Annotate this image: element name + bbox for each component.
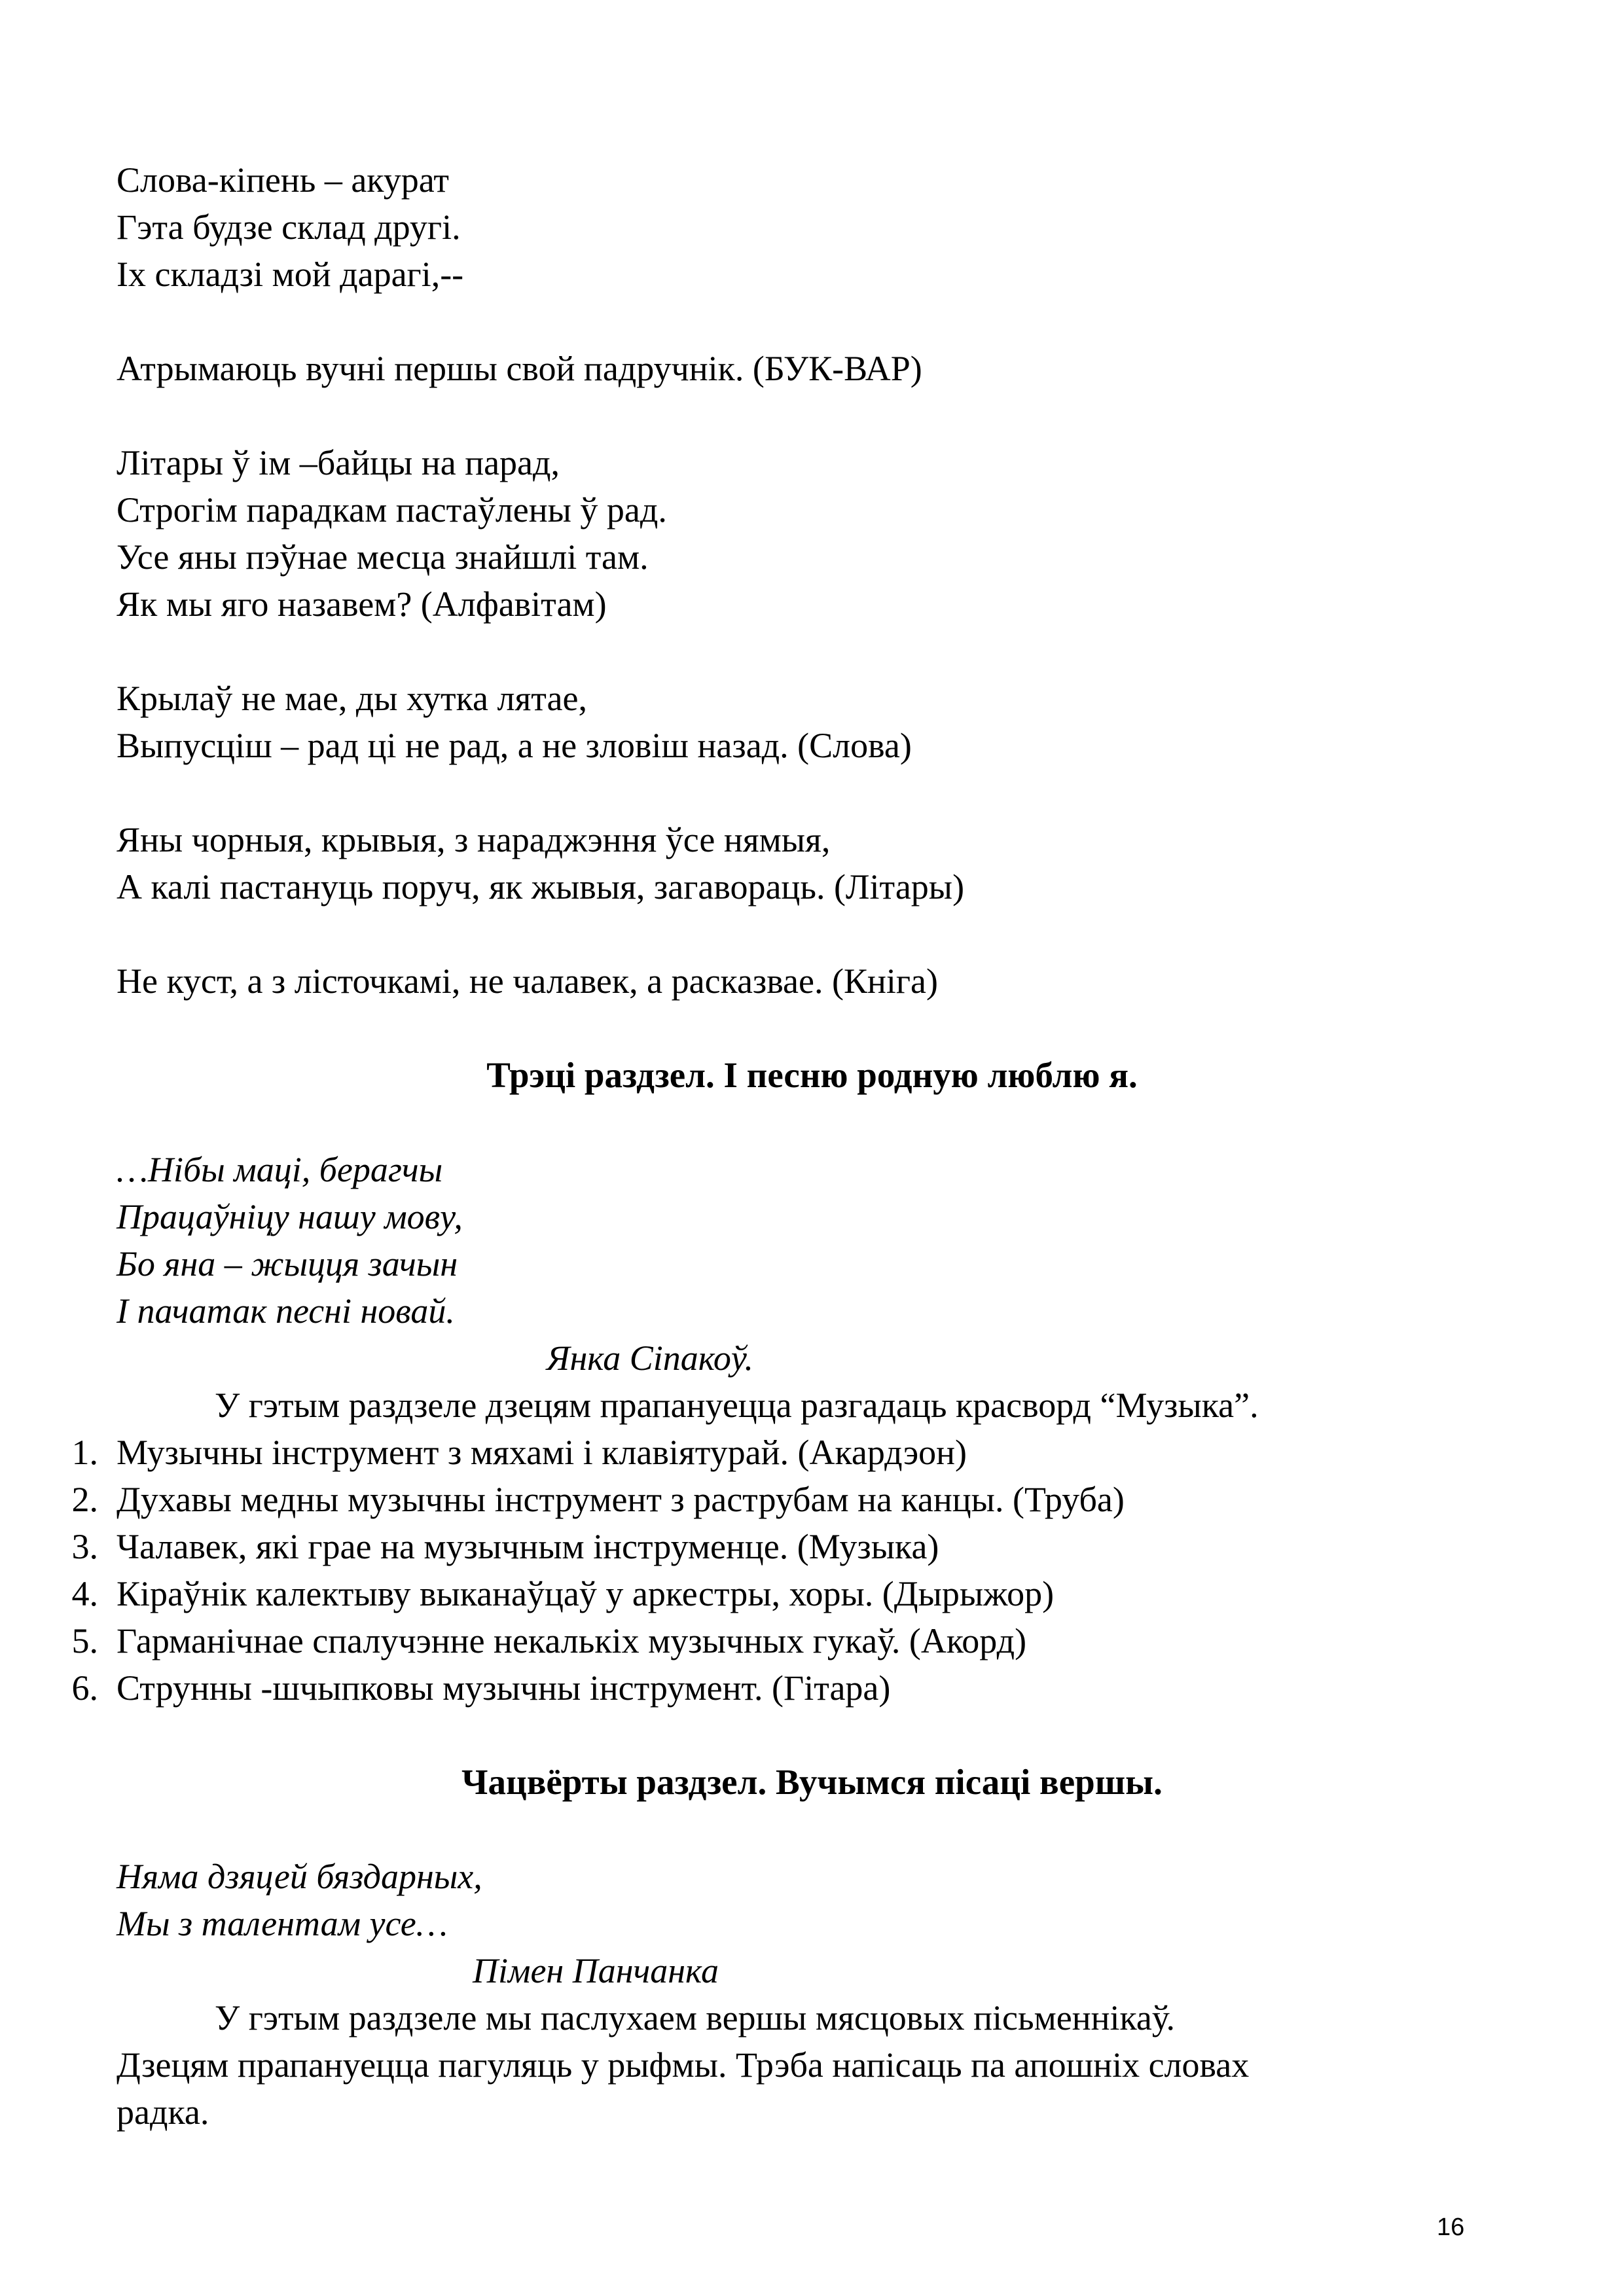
riddle-line: Як мы яго назавем? (Алфавітам)	[117, 584, 607, 624]
riddle-line: Выпусціш – рад ці не рад, а не зловіш назад. (Слова)	[117, 726, 912, 765]
list-item: Чалавек, які грае на музычным інструменце. (Музыка)	[117, 1527, 939, 1566]
paragraph-line: У гэтым раздзеле мы паслухаем вершы мясцовых пісьменнікаў.	[215, 1998, 1175, 2037]
page-number: 16	[1437, 2214, 1465, 2241]
riddle-line: Гэта будзе склад другі.	[117, 207, 461, 247]
list-number: 6.	[71, 1668, 98, 1708]
list-number: 1.	[71, 1433, 98, 1472]
list-number: 4.	[71, 1574, 98, 1613]
epigraph-line: Мы з талентам усе…	[117, 1904, 448, 1943]
list-number: 3.	[71, 1527, 98, 1566]
epigraph-author: Пімен Панчанка	[473, 1951, 719, 1990]
riddle-line: Крылаў не мае, ды хутка лятае,	[117, 679, 587, 718]
riddle-line: Не куст, а з лісточкамі, не чалавек, а расказвае. (Кніга)	[117, 961, 938, 1001]
list-item: Музычны інструмент з мяхамі і клавіятурай. (Акардэон)	[117, 1433, 967, 1472]
riddle-line: Слова-кіпень – акурат	[117, 160, 449, 200]
riddle-line: Усе яны пэўнае месца знайшлі там.	[117, 537, 649, 577]
section-heading: Трэці раздзел. І песню родную люблю я.	[486, 1055, 1138, 1095]
list-item: Гарманічнае спалучэнне некалькіх музычных гукаў. (Акорд)	[117, 1621, 1027, 1660]
riddle-line: Строгім парадкам пастаўлены ў рад.	[117, 490, 667, 529]
epigraph-line: Няма дзяцей бяздарных,	[117, 1857, 482, 1896]
section-intro: У гэтым раздзеле дзецям прапануецца разгадаць красворд “Музыка”.	[215, 1386, 1259, 1425]
riddle-line: Іх складзі мой дарагі,--	[117, 255, 464, 294]
epigraph-line: Працаўніцу нашу мову,	[117, 1197, 463, 1236]
epigraph-line: Бо яна – жыцця зачын	[117, 1244, 458, 1283]
section-heading: Чацвёрты раздзел. Вучымся пісаці вершы.	[461, 1762, 1163, 1802]
riddle-line: Літары ў ім –байцы на парад,	[117, 443, 560, 482]
riddle-line: Яны чорныя, крывыя, з нараджэння ўсе нямыя,	[117, 820, 831, 859]
paragraph-line: радка.	[117, 2092, 209, 2132]
riddle-line: Атрымаюць вучні першы свой падручнік. (БУК-ВАР)	[117, 349, 922, 388]
epigraph-line: …Нібы маці, берагчы	[117, 1150, 443, 1189]
list-number: 5.	[71, 1621, 98, 1660]
riddle-line: А калі пастануць поруч, як жывыя, загавораць. (Літары)	[117, 867, 965, 906]
list-item: Духавы медны музычны інструмент з раструбам на канцы. (Труба)	[117, 1480, 1125, 1519]
epigraph-author: Янка Сіпакоў.	[547, 1338, 753, 1378]
list-number: 2.	[71, 1480, 98, 1519]
list-item: Кіраўнік калектыву выканаўцаў у аркестры, хоры. (Дырыжор)	[117, 1574, 1055, 1613]
epigraph-line: І пачатак песні новай.	[117, 1291, 455, 1331]
list-item: Струнны -шчыпковы музычны інструмент. (Гітара)	[117, 1668, 891, 1708]
paragraph-line: Дзецям прапануецца пагуляць у рыфмы. Трэба напісаць па апошніх словах	[117, 2045, 1250, 2085]
